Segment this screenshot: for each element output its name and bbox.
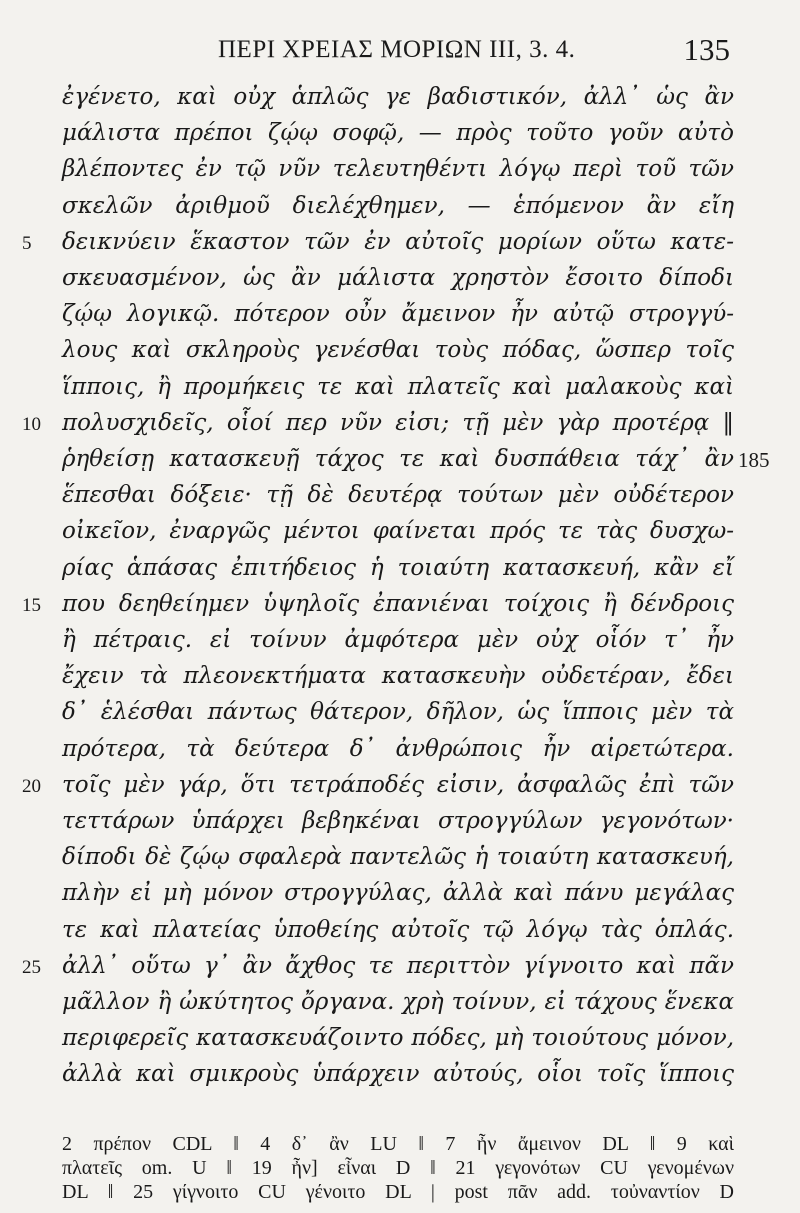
line-text: τοῖς μὲν γάρ, ὅτι τετράποδές εἰσιν, ἀσφαλῶς ἐπὶ τῶν bbox=[62, 771, 734, 798]
line-text: μᾶλλον ἢ ὠκύτητος ὄργανα. χρὴ τοίνυν, εἰ τάχους ἕνεκα bbox=[62, 989, 734, 1015]
text-line bbox=[0, 301, 800, 337]
line-text: σκελῶν ἀριθμοῦ διελέχθημεν, — ἑπόμενον ἂν εἴη bbox=[62, 192, 734, 219]
line-text: ἔχειν τὰ πλεονεκτήματα κατασκευὴν οὐδετέραν, ἔδει bbox=[62, 663, 734, 690]
running-title: ΠΕΡΙ ΧΡΕΙΑΣ ΜΟΡΙΩΝ III, 3. 4. bbox=[218, 36, 576, 63]
line-text: ῥηθείσῃ κατασκευῇ τάχος τε καὶ δυσπάθεια τάχ᾽ ἂν bbox=[62, 446, 734, 472]
line-number: 20 bbox=[22, 775, 41, 797]
line-text: δ᾽ ἑλέσθαι πάντως θάτερον, δῆλον, ὡς ἵπποις μὲν τὰ bbox=[62, 699, 734, 726]
line-text: ἀλλὰ καὶ σμικροὺς ὑπάρχειν αὐτούς, οἷοι τοῖς ἵπποις bbox=[62, 1061, 734, 1088]
line-text: που δεηθείημεν ὑψηλοῖς ἐπανιέναι τοίχοις ἢ δένδροις bbox=[62, 590, 734, 617]
line-text: περιφερεῖς κατασκευάζοιντο πόδες, μὴ τοιούτους μόνον, bbox=[62, 1025, 734, 1052]
line-text: τεττάρων ὑπάρχει βεβηκέναι στρογγύλων γεγονότων· bbox=[62, 808, 734, 834]
text-line bbox=[0, 482, 800, 518]
text-line bbox=[0, 120, 800, 156]
text-line bbox=[0, 374, 800, 410]
line-text: σκευασμένον, ὡς ἂν μάλιστα χρηστὸν ἔσοιτο δίποδι bbox=[62, 265, 734, 291]
text-line bbox=[0, 880, 800, 916]
text-line bbox=[0, 446, 800, 482]
text-line bbox=[0, 156, 800, 192]
text-line bbox=[0, 555, 800, 591]
line-number: 15 bbox=[22, 594, 41, 616]
line-text: ἀλλ᾽ οὕτω γ᾽ ἂν ἄχθος τε περιττὸν γίγνοιτο καὶ πᾶν bbox=[62, 952, 734, 979]
line-number: 10 bbox=[22, 413, 41, 435]
text-line bbox=[0, 229, 800, 265]
line-text: μάλιστα πρέποι ζῴῳ σοφῷ, — πρὸς τοῦτο γοῦν αὐτὸ bbox=[62, 120, 734, 147]
text-line bbox=[0, 772, 800, 808]
text-line bbox=[0, 844, 800, 880]
margin-reference: 185 bbox=[738, 448, 770, 472]
line-text: βλέποντες ἐν τῷ νῦν τελευτηθέντι λόγῳ περὶ τοῦ τῶν bbox=[62, 156, 734, 183]
text-line bbox=[0, 591, 800, 627]
line-text: λους καὶ σκληροὺς γενέσθαι τοὺς πόδας, ὥσπερ τοῖς bbox=[62, 337, 734, 364]
critical-apparatus bbox=[62, 1132, 734, 1204]
page-number: 135 bbox=[683, 32, 730, 67]
line-text: οἰκεῖον, ἐναργῶς μέντοι φαίνεται πρός τε τὰς δυσχω- bbox=[62, 518, 734, 545]
line-text: πλὴν εἰ μὴ μόνον στρογγύλας, ἀλλὰ καὶ πάνυ μεγάλας bbox=[62, 880, 734, 907]
text-line bbox=[0, 917, 800, 953]
line-number: 5 bbox=[22, 232, 32, 254]
text-line bbox=[0, 193, 800, 229]
line-text: τε καὶ πλατείας ὑποθείης αὐτοῖς τῷ λόγῳ τὰς ὁπλάς. bbox=[62, 916, 734, 943]
text-line bbox=[0, 989, 800, 1025]
line-text: ἵπποις, ἢ προμήκεις τε καὶ πλατεῖς καὶ μαλακοὺς καὶ bbox=[62, 373, 734, 400]
text-line bbox=[0, 265, 800, 301]
text-line bbox=[0, 953, 800, 989]
line-text: πολυσχιδεῖς, οἷοί περ νῦν εἰσι; τῇ μὲν γὰρ προτέρᾳ ‖ bbox=[62, 409, 734, 436]
text-line bbox=[0, 518, 800, 554]
text-line bbox=[0, 1025, 800, 1061]
line-number: 25 bbox=[22, 956, 41, 978]
text-line bbox=[0, 736, 800, 772]
apparatus-line: 2 πρέπον CDL ‖ 4 δ᾽ ἂν LU ‖ 7 ἦν ἄμεινον DL ‖ 9 καὶ bbox=[62, 1133, 734, 1155]
text-line bbox=[0, 663, 800, 699]
text-line bbox=[0, 1061, 800, 1097]
text-line bbox=[0, 84, 800, 120]
apparatus-line: DL ‖ 25 γίγνοιτο CU γένοιτο DL | post πᾶν add. τοὐναντίον D bbox=[62, 1181, 734, 1203]
line-text: ἐγένετο, καὶ οὐχ ἁπλῶς γε βαδιστικόν, ἀλλ᾽ ὡς ἂν bbox=[62, 84, 734, 110]
text-line bbox=[0, 337, 800, 373]
line-text: ἢ πέτραις. εἰ τοίνυν ἀμφότερα μὲν οὐχ οἷόν τ᾽ ἦν bbox=[62, 627, 734, 653]
page-header bbox=[0, 28, 800, 68]
line-text: δίποδι δὲ ζῴῳ σφαλερὰ παντελῶς ἡ τοιαύτη κατασκευή, bbox=[62, 844, 734, 871]
text-line bbox=[0, 627, 800, 663]
apparatus-line: πλατεῖς om. U ‖ 19 ἦν] εἶναι D ‖ 21 γεγονότων CU γενομένων bbox=[62, 1157, 734, 1179]
line-text: πρότερα, τὰ δεύτερα δ᾽ ἀνθρώποις ἦν αἱρετώτερα. bbox=[62, 735, 734, 762]
line-text: ζῴῳ λογικῷ. πότερον οὖν ἄμεινον ἦν αὐτῷ στρογγύ- bbox=[62, 301, 734, 328]
text-line bbox=[0, 808, 800, 844]
line-text: ἕπεσθαι δόξειε· τῇ δὲ δευτέρᾳ τούτων μὲν οὐδέτερον bbox=[62, 482, 734, 509]
line-text: δεικνύειν ἕκαστον τῶν ἐν αὐτοῖς μορίων οὕτω κατε- bbox=[62, 228, 734, 255]
text-line bbox=[0, 410, 800, 446]
line-text: ρίας ἁπάσας ἐπιτήδειος ἡ τοιαύτη κατασκευή, κἂν εἴ bbox=[62, 554, 734, 581]
text-line bbox=[0, 699, 800, 735]
